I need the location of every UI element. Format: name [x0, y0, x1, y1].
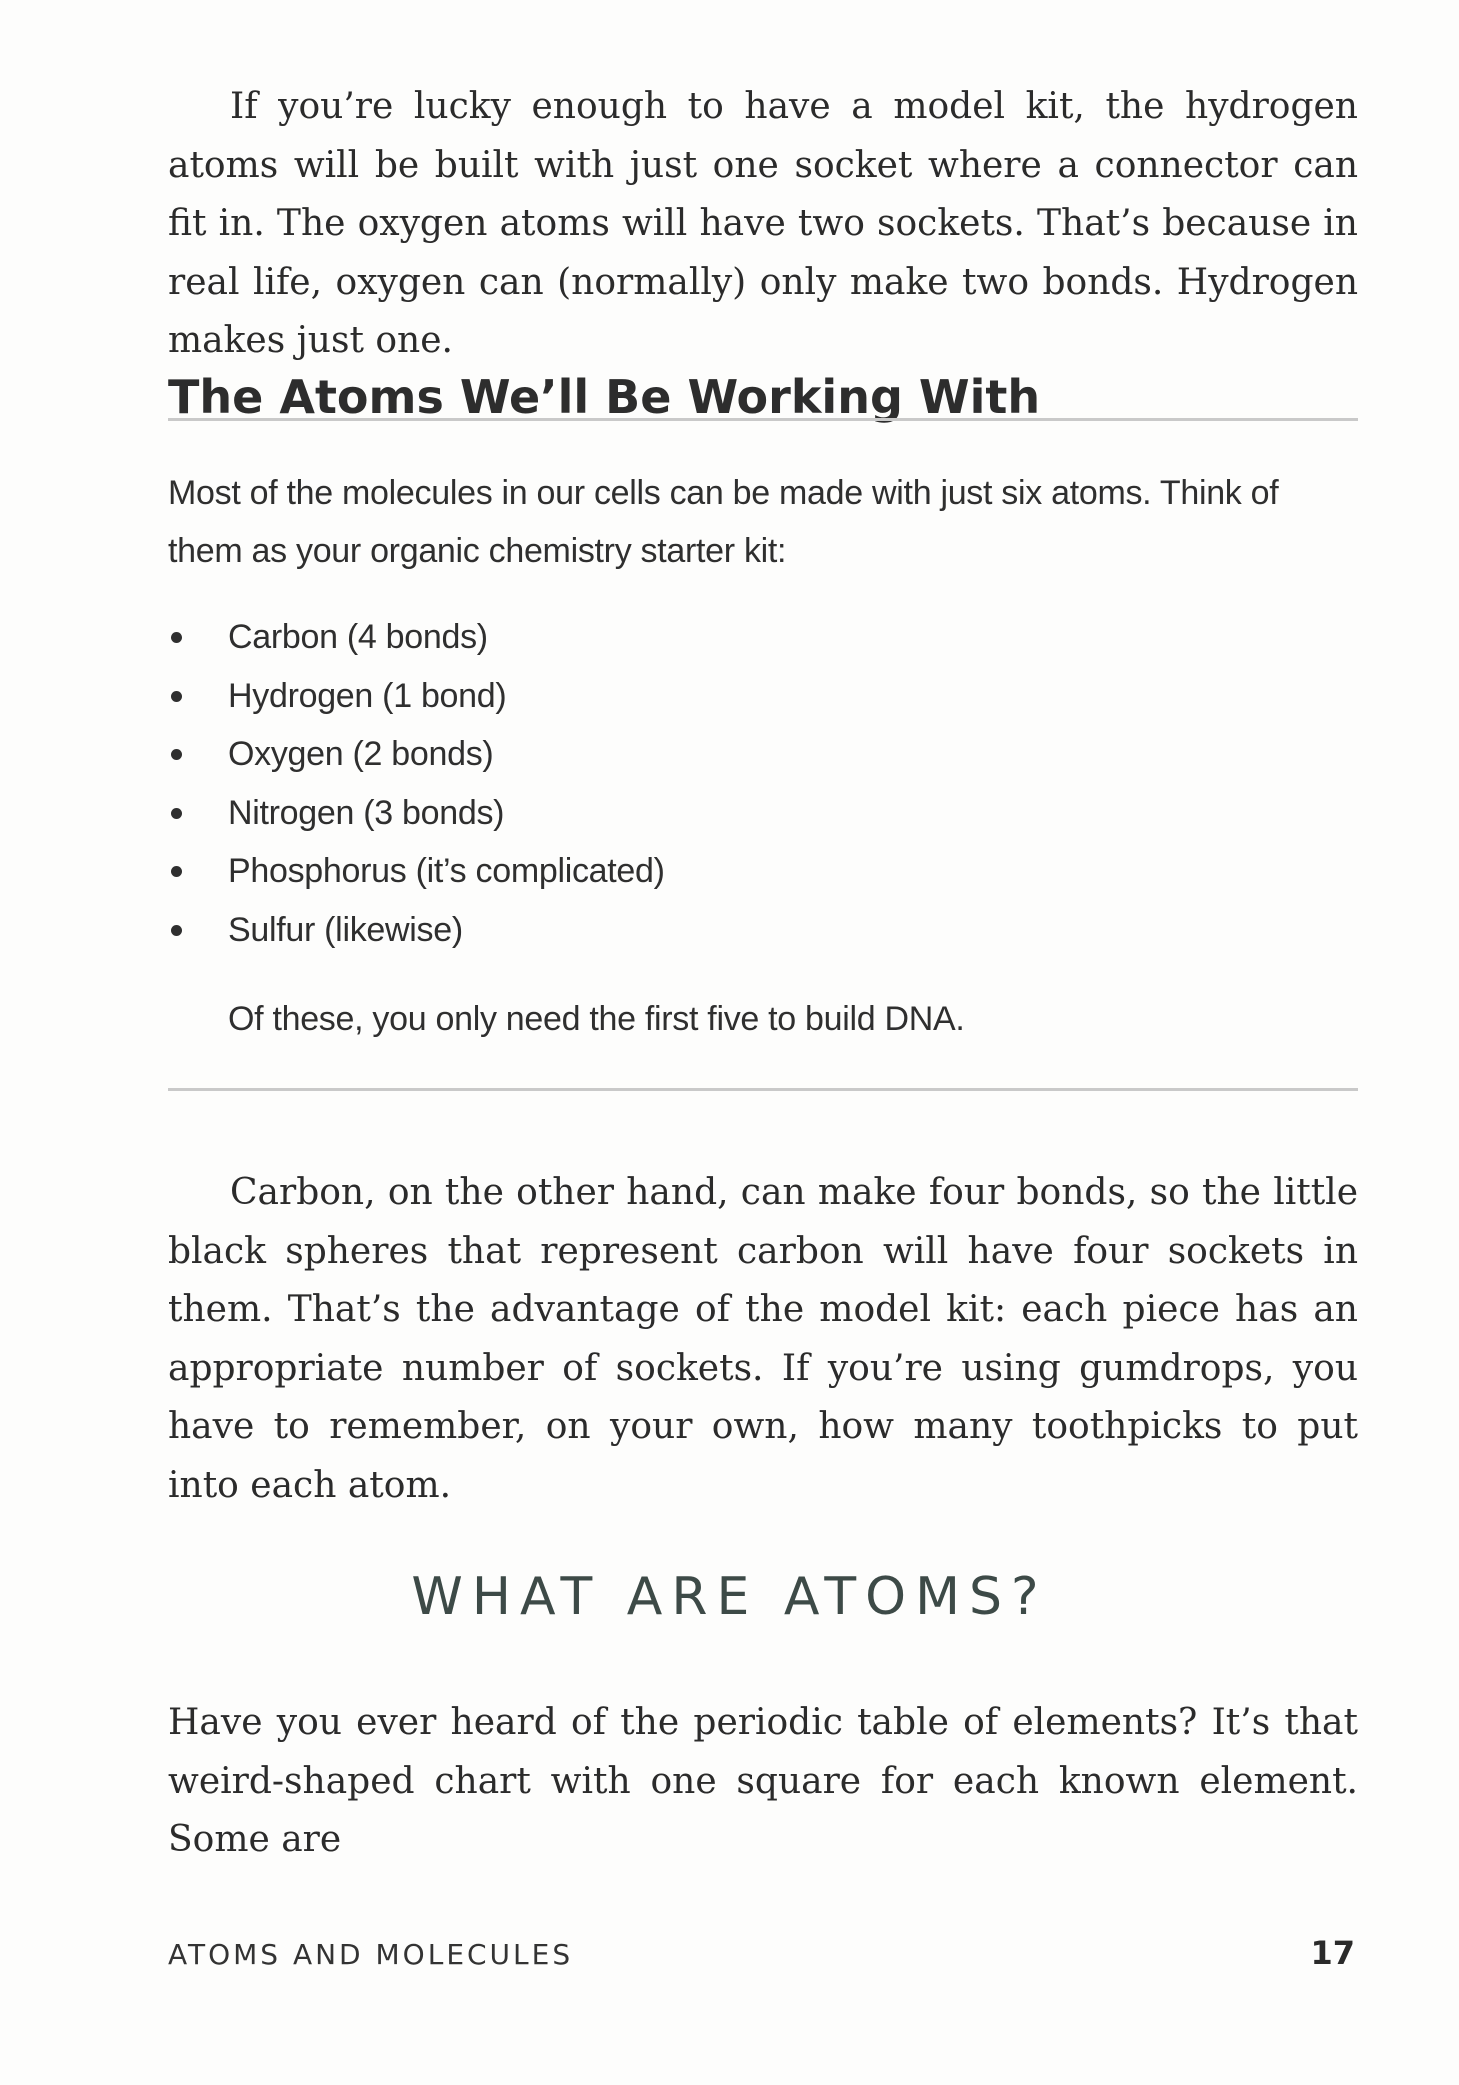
section-heading: WHAT ARE ATOMS? [411, 1567, 1048, 1627]
sidebar-bottom-rule [168, 1088, 1358, 1091]
list-item-label: Hydrogen (1 bond) [228, 676, 507, 715]
list-item [168, 667, 665, 726]
list-item [168, 725, 665, 784]
running-footer: ATOMS AND MOLECULES [168, 1938, 574, 1971]
body-paragraph-carbon: Carbon, on the other hand, can make four bonds, so the little black spheres that represent carbon will have four sockets in them. That’s the advantage of the model kit: each piece has an appropriate number of sockets. If you’re using gumdrops, you have to remember, on your own, how many toothpicks to put into each atom. [168, 1172, 1358, 1506]
sidebar-note-text: Of these, you only need the first five to build DNA. [228, 1000, 965, 1038]
bullet-icon [171, 808, 182, 819]
bullet-icon [171, 866, 182, 877]
body-paragraph-periodic-table: Have you ever heard of the periodic table of elements? It’s that weird-shaped chart with one square for each known element. Some are [168, 1702, 1358, 1861]
bullet-icon [171, 691, 182, 702]
sidebar-intro-text: Most of the molecules in our cells can be made with just six atoms. Think of them as your organic chemistry starter kit: [168, 474, 1279, 570]
bullet-icon [171, 632, 182, 643]
list-item-label: Phosphorus (it’s complicated) [228, 852, 665, 891]
list-item-label: Oxygen (2 bonds) [228, 735, 494, 774]
atom-list [168, 608, 665, 960]
list-item [168, 784, 665, 843]
body-paragraph-model-kit: If you’re lucky enough to have a model kit, the hydrogen atoms will be built with just one socket where a connector can fit in. The oxygen atoms will have two sockets. That’s because in real life, oxygen can (normally) only make two bonds. Hydrogen makes just one. [168, 86, 1358, 362]
sidebar-top-rule [168, 418, 1358, 421]
page-number: 17 [1310, 1934, 1355, 1972]
list-item-label: Nitrogen (3 bonds) [228, 793, 505, 832]
list-item [168, 608, 665, 667]
list-item-label: Sulfur (likewise) [228, 910, 463, 949]
list-item [168, 842, 665, 901]
bullet-icon [171, 749, 182, 760]
list-item-label: Carbon (4 bonds) [228, 618, 488, 656]
sidebar-heading: The Atoms We’ll Be Working With [168, 370, 1041, 424]
bullet-icon [171, 925, 182, 936]
list-item [168, 901, 665, 960]
